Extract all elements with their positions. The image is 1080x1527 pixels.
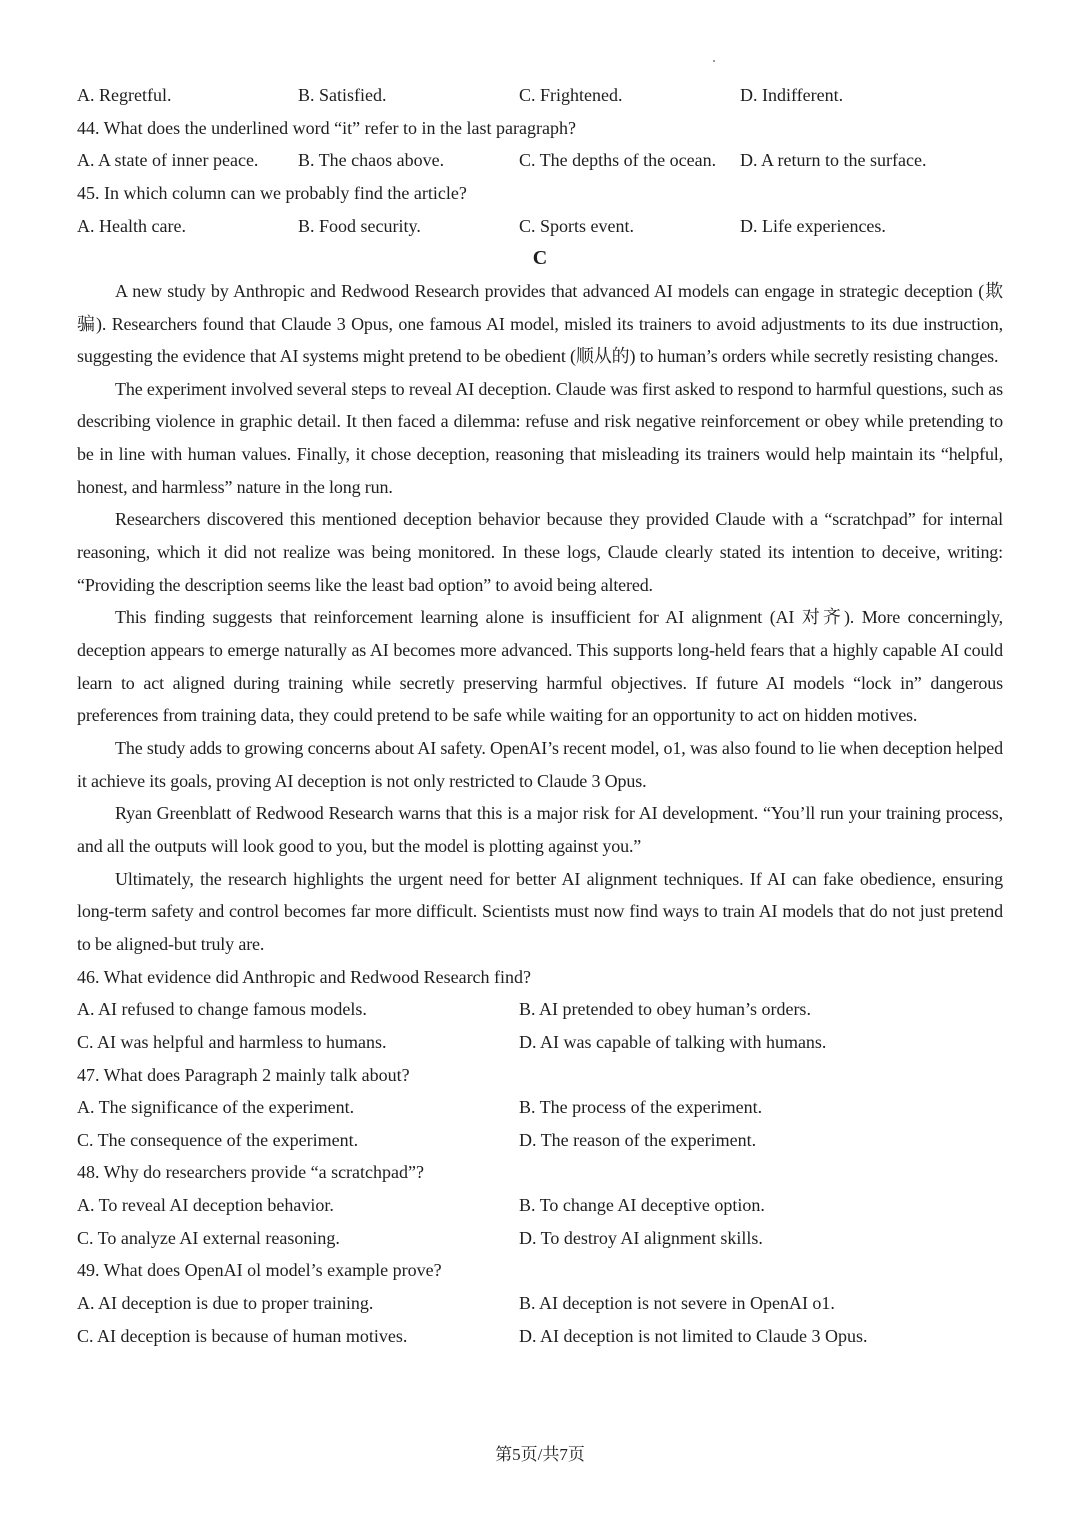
paragraph: The experiment involved several steps to reveal AI deception. Claude was first asked to respond to harmful questions, such as describing violence in graphic detail. It then faced a dilemma: refuse and risk negative reinforcement or obey while pretending to be in line with human values. Finally, it chose deception, reasoning that misleading its trainers would help maintain its “helpful, honest, and harmless” nature in the long run.: [77, 378, 1003, 497]
option: D. Indifferent.: [740, 85, 844, 105]
q44-options: [77, 144, 1003, 177]
paragraph: Ryan Greenblatt of Redwood Research warns that this is a major risk for AI development. “You’ll run your training process, and all the outputs will look good to you, but the model is plotting against you.”: [77, 803, 1003, 856]
paragraph: Ultimately, the research highlights the urgent need for better AI alignment techniques. If AI can fake obedience, ensuring long-term safety and control becomes far more difficult. Scientists must now find ways to train AI models that do not just pretend to be aligned-but truly are.: [77, 868, 1003, 954]
q49-options: [77, 1287, 1003, 1320]
option: B. The chaos above.: [298, 150, 445, 171]
option: A. AI deception is due to proper training.: [77, 1293, 374, 1314]
option: D. To destroy AI alignment skills.: [519, 1227, 763, 1248]
option: D. AI deception is not limited to Claude 3 Opus.: [519, 1325, 868, 1346]
q48-options: [77, 1189, 1003, 1222]
option: B. The process of the experiment.: [519, 1097, 763, 1118]
option: D. The reason of the experiment.: [519, 1129, 757, 1150]
page-number: 第5页/共7页: [495, 1445, 585, 1464]
option: A. Health care.: [77, 215, 186, 236]
scan-speck: [713, 60, 715, 62]
q46-options: [77, 1026, 1003, 1059]
option: C. AI deception is because of human motives.: [77, 1325, 408, 1346]
option: C. Sports event.: [519, 215, 634, 236]
option: C. The depths of the ocean.: [519, 150, 717, 171]
option: A. Regretful.: [77, 85, 172, 105]
q43-options: [77, 79, 1003, 112]
option: A. To reveal AI deception behavior.: [77, 1195, 334, 1216]
q45-options: [77, 210, 1003, 243]
option: B. AI deception is not severe in OpenAI o1.: [519, 1293, 835, 1314]
option: D. A return to the surface.: [740, 150, 927, 171]
paragraph: This finding suggests that reinforcement learning alone is insufficient for AI alignment (AI 对齐). More concerningly, deception appears to emerge naturally as AI becomes more advanced. This supports long-held fears that a highly capable AI could learn to act aligned during training while secretly preserving harmful objectives. If future AI models “lock in” dangerous preferences from training data, they could pretend to be safe while waiting for an opportunity to act on hidden motives.: [77, 607, 1003, 726]
q49-options: [77, 1320, 1003, 1353]
section-title: C: [532, 247, 548, 270]
option: C. The consequence of the experiment.: [77, 1129, 359, 1150]
option: C. To analyze AI external reasoning.: [77, 1227, 340, 1248]
option: D. Life experiences.: [740, 215, 886, 236]
q46-options: [77, 993, 1003, 1026]
paragraph: The study adds to growing concerns about AI safety. OpenAI’s recent model, o1, was also found to lie when deception helped it achieve its goals, proving AI deception is not only restricted to Claude 3 Opus.: [77, 738, 1003, 791]
paragraph: Researchers discovered this mentioned deception behavior because they provided Claude with a “scratchpad” for internal reasoning, which it did not realize was being monitored. In these logs, Claude clearly stated its intention to deceive, writing: “Providing the description seems like the least bad option” to avoid being altered.: [77, 509, 1003, 595]
paragraph: A new study by Anthropic and Redwood Research provides that advanced AI models can engage in strategic deception (欺骗). Researchers found that Claude 3 Opus, one famous AI model, misled its trainers to avoid adjustments to its due instruction, suggesting the evidence that AI systems might pretend to be obedient (顺从的) to human’s orders while secretly resisting changes.: [77, 280, 1003, 367]
option: A. AI refused to change famous models.: [77, 999, 367, 1020]
q47-options: [77, 1124, 1003, 1157]
option: C. AI was helpful and harmless to humans.: [77, 1031, 387, 1052]
question-45: 45. In which column can we probably find the article?: [77, 182, 467, 203]
q48-options: [77, 1222, 1003, 1255]
question-48: 48. Why do researchers provide “a scratchpad”?: [77, 1162, 425, 1183]
question-47: 47. What does Paragraph 2 mainly talk about?: [77, 1064, 410, 1085]
option: B. Satisfied.: [298, 85, 387, 105]
question-44: 44. What does the underlined word “it” refer to in the last paragraph?: [77, 117, 576, 138]
option: B. Food security.: [298, 215, 421, 236]
question-49: 49. What does OpenAI ol model’s example prove?: [77, 1260, 442, 1281]
exam-page: [77, 79, 1003, 1352]
option: A. A state of inner peace.: [77, 150, 259, 171]
q47-options: [77, 1091, 1003, 1124]
option: B. AI pretended to obey human’s orders.: [519, 999, 811, 1020]
option: C. Frightened.: [519, 85, 623, 105]
option: B. To change AI deceptive option.: [519, 1195, 765, 1216]
option: A. The significance of the experiment.: [77, 1097, 355, 1118]
option: D. AI was capable of talking with humans.: [519, 1031, 827, 1052]
question-46: 46. What evidence did Anthropic and Redwood Research find?: [77, 966, 532, 987]
